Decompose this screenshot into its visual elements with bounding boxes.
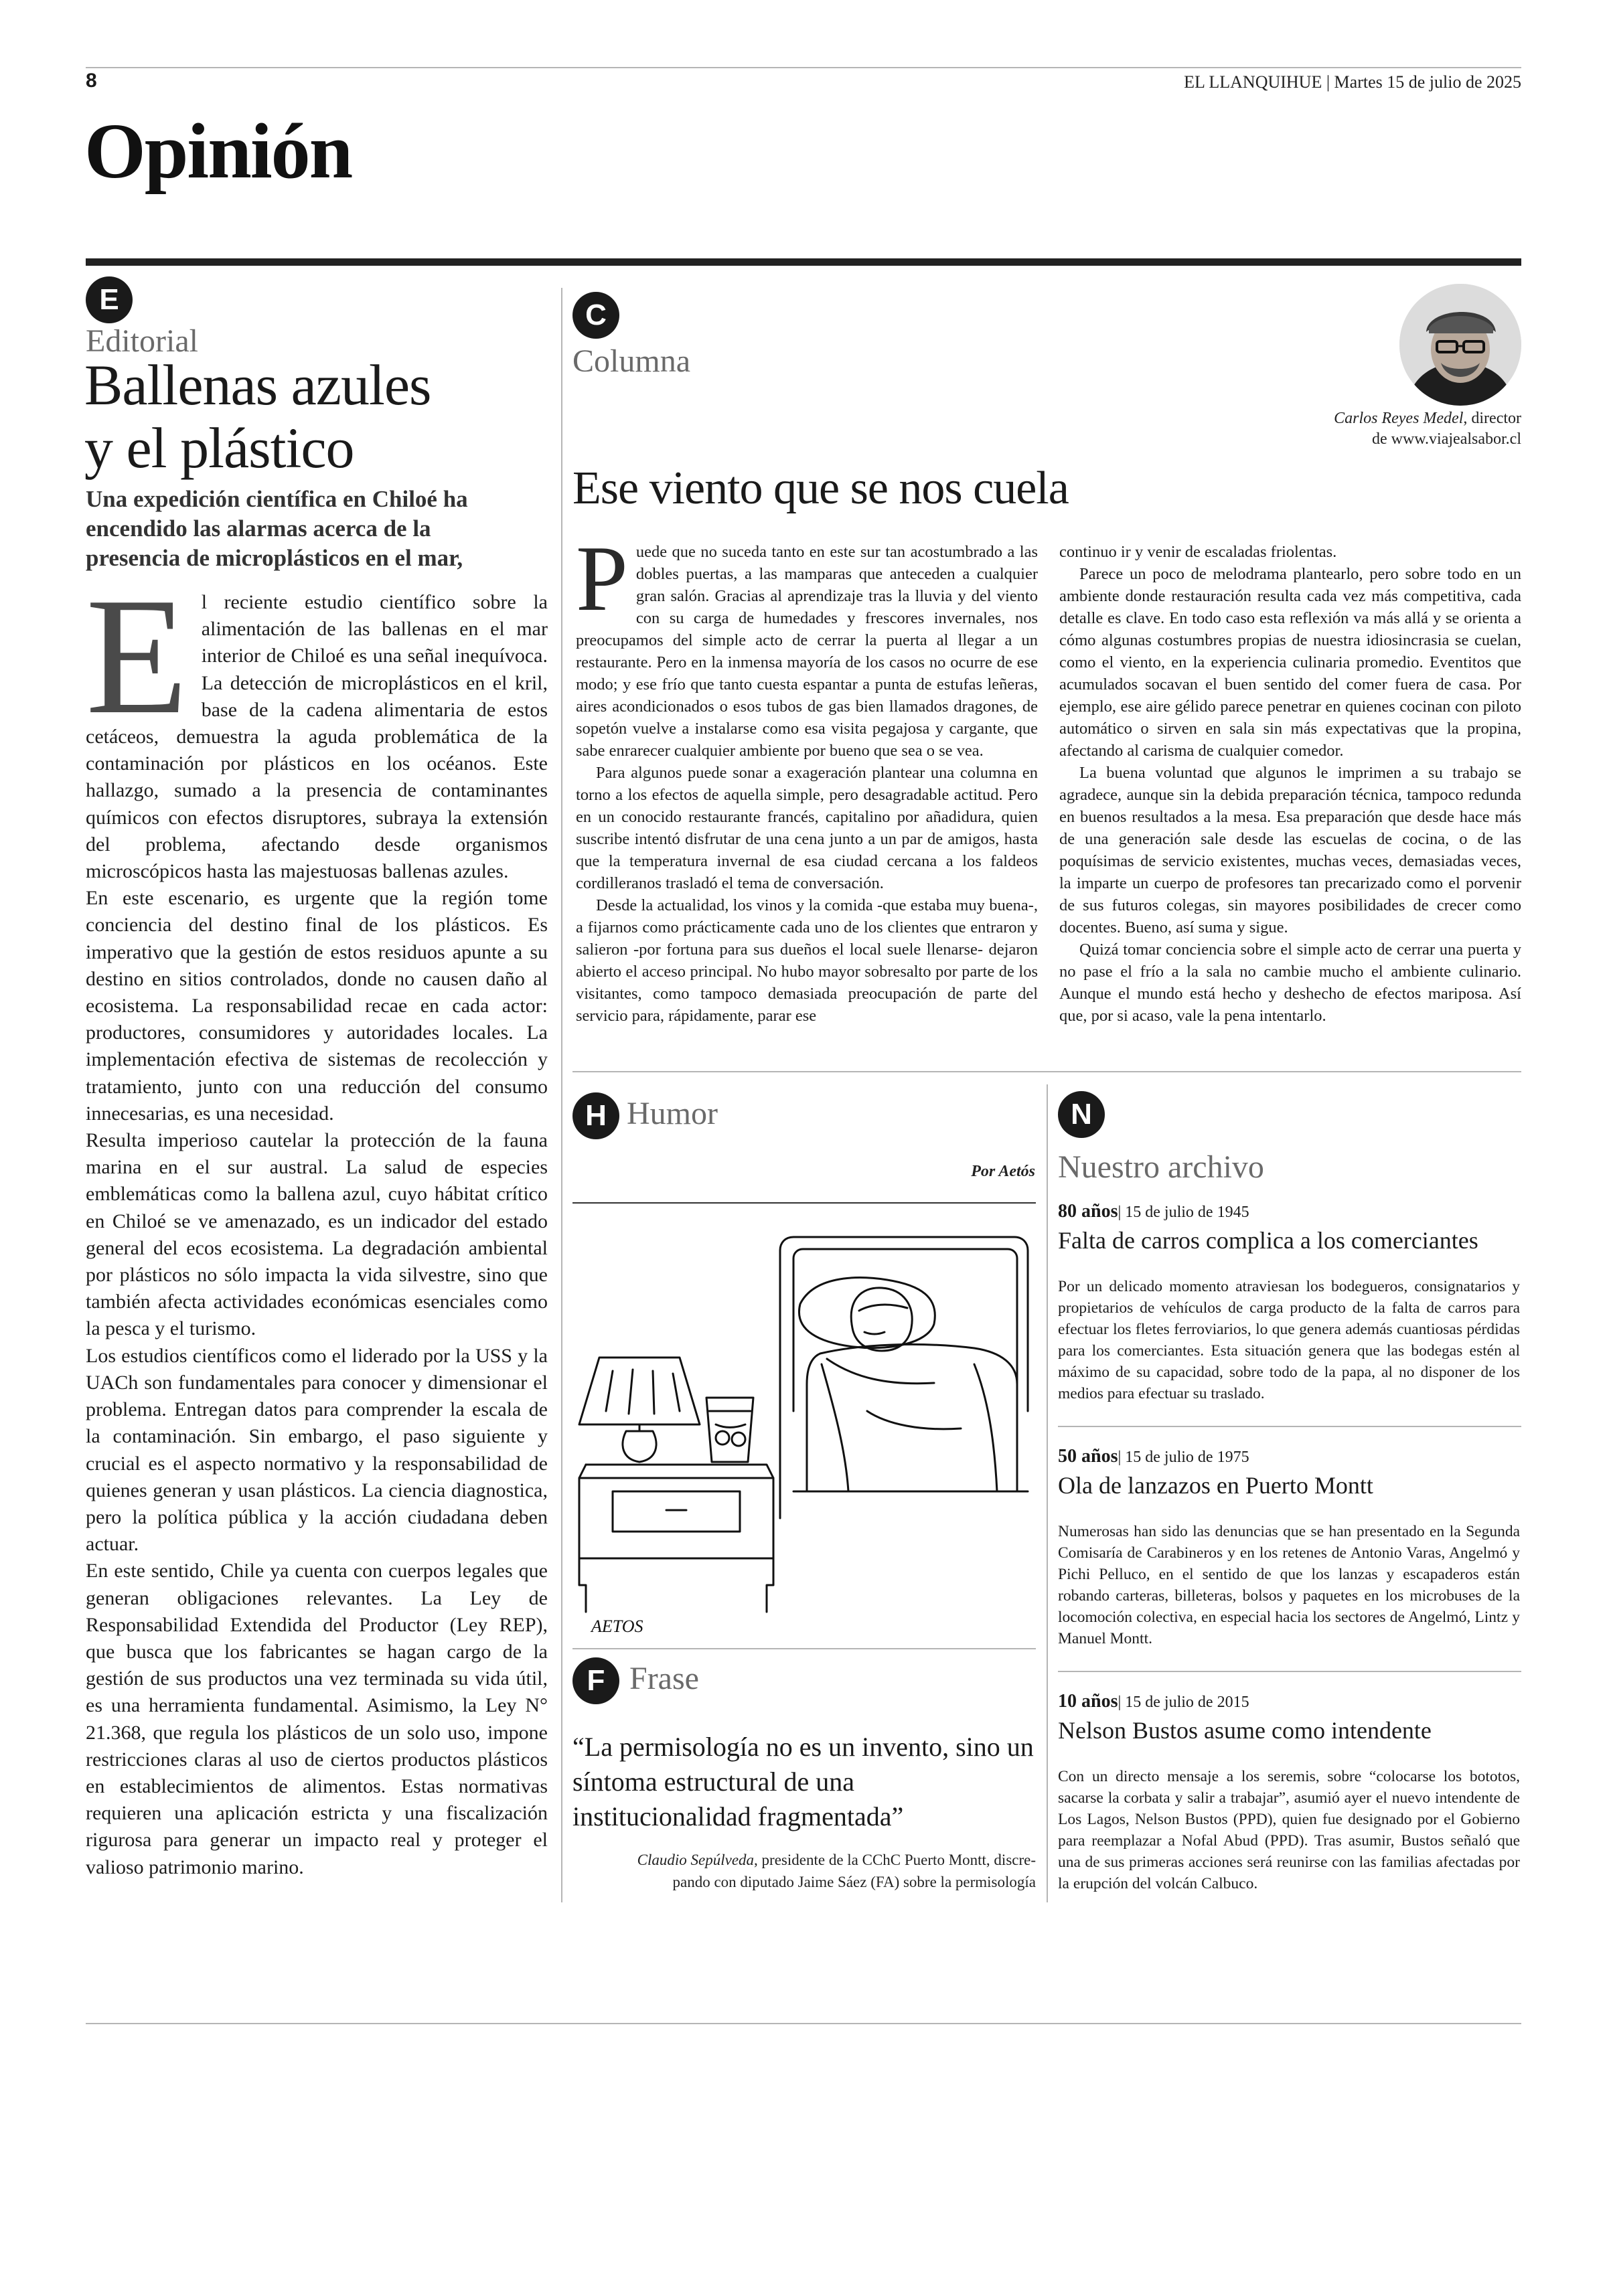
archive-entry-body: Por un delicado momento atraviesan los bodegueros, consignatarios y propietarios de vehículos de carga producto de la falta de carros para efectuar los fletes ferroviarios, lo que genera además cuantiosas pérdidas para los comerciantes. Esta situación genera que las bodegas estén al máximo de su capacidad, sobre todo de la papa, al no disponer de los medios para efectuar su traslado. bbox=[1058, 1278, 1520, 1402]
editorial-subhead: Una expedición científica en Chiloé ha encendido las alarmas acerca de la presencia de microplásticos en el mar, bbox=[86, 486, 468, 571]
column-author-name: Carlos Reyes Medel bbox=[1334, 410, 1464, 427]
column-divider-left bbox=[561, 288, 562, 1902]
cartoon-illustration-icon bbox=[572, 1210, 1036, 1639]
author-portrait-icon bbox=[1399, 284, 1521, 406]
editorial-body bbox=[86, 564, 548, 1881]
editorial-headline bbox=[84, 353, 431, 479]
humor-cartoon bbox=[572, 1210, 1036, 1639]
editorial-headline-line2: y el plástico bbox=[84, 416, 354, 480]
archive-entry-years-count: 50 años bbox=[1058, 1446, 1118, 1467]
frase-attribution bbox=[572, 1849, 1036, 1893]
archive-entry-date: | 15 de julio de 1945 bbox=[1118, 1204, 1249, 1221]
editorial-paragraph: l reciente estudio científico sobre la alimentación de las ballenas en el mar interior de Chiloé es una señal inequívoca. La detección de microplásticos en el kril, base de la cadena alimentaria de estos cetáceos, demuestra la aguda problemática de la contaminación por plásticos en los océanos. Este hallazgo, sumado a la presencia de contaminantes químicos con efectos disruptores, subraya la extensión del problema, afectando desde organismos microscópicos hasta las majestuosas ballenas azules. bbox=[86, 591, 548, 883]
editorial-paragraph: Resulta imperioso cautelar la protección de la fauna marina en el sur austral. La salud de especies emblemáticas como la ballena azul, cuyo hábitat crítico en Chiloé se ve amenazado, es un indicador del estado general del ecos ecosistema. La degradación ambiental por plásticos no sólo impacta la vida silvestre, sino que también afecta actividades económicas esenciales como la pesca y el turismo. bbox=[86, 1129, 548, 1340]
column-paragraph: Quizá tomar conciencia sobre el simple acto de cerrar una puerta y no pase el frío a la sala no cambie mucho el ambiente culinario. Aunque el mundo está hecho y deshecho de efectos mariposa. Así que, por si acaso, vale la pena intentarlo. bbox=[1059, 940, 1521, 1025]
archive-entry-date: | 15 de julio de 1975 bbox=[1118, 1449, 1249, 1466]
frase-kicker: Frase bbox=[629, 1661, 699, 1696]
column-divider-right bbox=[1047, 1084, 1048, 1902]
column-paragraph: Para algunos puede sonar a exageración plantear una columna en torno a los efectos de aquella simple, pero desagradable actitud. Pero en un conocido restaurante francés, capitalino por añadidura, quien suscribe intentó disfrutar de una cena junto a un par de amigos, hasta que la temperatura invernal de esa ciudad cercana a los faldeos cordilleranos trasladó el tema de conversación. bbox=[576, 764, 1038, 892]
cartoon-signature: AETOS bbox=[591, 1617, 643, 1636]
column-drop-cap: P bbox=[576, 527, 628, 631]
column-headline: Ese viento que se nos cuela bbox=[572, 463, 1069, 514]
archive-entry-years-count: 80 años bbox=[1058, 1201, 1118, 1222]
column-author-credit bbox=[1334, 408, 1521, 450]
editorial-paragraph: Los estudios científicos como el liderado por la USS y la UACh son fundamentales para conocer y dimensionar el problema. Entregan datos para comprender la escala de la contaminación. Sin embargo, el paso siguiente y crucial es el aspecto normativo y la responsabilidad de quienes generan y usan plásticos. La ciencia diagnostica, pero la política pública y la acción ciudadana deben actuar. bbox=[86, 1344, 548, 1556]
editorial-paragraph: En este sentido, Chile ya cuenta con cuerpos legales que generan obligaciones relevantes. La Ley de Responsabilidad Extendida del Productor (Ley REP), que busca que los fabricantes se hagan cargo de la gestión de sus productos una vez terminada su vida útil, es una herramienta fundamental. Asimismo, la Ley N° 21.368, que regula los plásticos de un solo uso, impone restricciones claras al uso de ciertos productos plásticos en establecimientos de alimentos. Estas normativas requieren una aplicación estricta y una fiscalización rigurosa para generar un impacto real y proteger el valioso patrimonio marino. bbox=[86, 1560, 548, 1878]
editorial-headline-line1: Ballenas azules bbox=[84, 353, 431, 417]
archive-entry-rule bbox=[1058, 1426, 1521, 1427]
editorial-kicker: Editorial bbox=[86, 323, 198, 359]
section-title: Opinión bbox=[84, 107, 352, 195]
masthead: EL LLANQUIHUE | Martes 15 de julio de 2025 bbox=[1184, 72, 1521, 92]
archive-entry-body: Numerosas han sido las denuncias que se han presentado en la Segunda Comisaría de Carabineros y en los retenes de Antonio Varas, Angelmó y Pichi Pelluco, en el sentido de que los lanzas y escapaderos están robando carteras, billeteras, bolsos y paquetes en los microbuses de la locomoción colectiva, en especial hacia los sectores de Angelmó, Lintz y Manuel Montt. bbox=[1058, 1523, 1520, 1647]
frase-attribution-name: Claudio Sepúlveda bbox=[637, 1852, 755, 1868]
archive-badge: N bbox=[1058, 1091, 1105, 1138]
archive-entry-body: Con un directo mensaje a los seremis, sobre “colocarse los bototos, sacarse la corbata y salir a trabajar”, asumió ayer el nuevo intendente de Los Lagos, Nelson Bustos (PPD), quien fue designado por el Gobierno para reemplazar a Nofal Abud (PPD). Tras asumir, Bustos señaló que una de sus primeras acciones será reunirse con las familias afectadas por la erupción del volcán Calbuco. bbox=[1058, 1768, 1520, 1892]
humor-rule bbox=[572, 1202, 1036, 1204]
frase-attribution-line1: , presidente de la CChC Puerto Montt, discre- bbox=[754, 1852, 1036, 1868]
frase-quote: “La permisología no es un invento, sino un síntoma estructural de una institucionalidad fragmentada” bbox=[572, 1732, 1034, 1831]
humor-badge: H bbox=[572, 1092, 619, 1139]
column-body-right bbox=[1059, 541, 1521, 1027]
section-rule bbox=[86, 258, 1521, 266]
humor-byline: Por Aetós bbox=[971, 1163, 1035, 1180]
archive-kicker: Nuestro archivo bbox=[1058, 1149, 1264, 1185]
editorial-badge: E bbox=[86, 276, 133, 323]
archive-entry-headline: Falta de carros complica a los comerciantes bbox=[1058, 1227, 1478, 1254]
frase-badge: F bbox=[572, 1657, 619, 1704]
frase-attribution-line2: pando con diputado Jaime Sáez (FA) sobre la permisología bbox=[672, 1874, 1036, 1890]
editorial-drop-cap: E bbox=[86, 564, 188, 749]
header-top-rule bbox=[86, 67, 1521, 68]
footer-rule bbox=[86, 2023, 1521, 2024]
column-bottom-rule bbox=[572, 1071, 1521, 1072]
archive-entry-rule bbox=[1058, 1671, 1521, 1672]
archive-entry-years bbox=[1058, 1446, 1249, 1467]
archive-entry-years bbox=[1058, 1691, 1249, 1712]
archive-entry-headline: Ola de lanzazos en Puerto Montt bbox=[1058, 1472, 1373, 1499]
humor-bottom-rule bbox=[572, 1648, 1036, 1649]
editorial-paragraph: En este escenario, es urgente que la región tome conciencia del destino final de los plásticos. Es imperativo que la gestión de estos residuos apunte a su destino en sitios controlados, donde no causen daño al ecosistema. La responsabilidad recae en cada actor: productores, consumidores y autoridades locales. La implementación efectiva de sistemas de recolección y tratamiento, junto con una reducción del consumo innecesarias, es una necesidad. bbox=[86, 887, 548, 1125]
archive-entry-headline: Nelson Bustos asume como intendente bbox=[1058, 1717, 1432, 1744]
column-paragraph: Parece un poco de melodrama plantearlo, pero sobre todo en un ambiente donde restauración resulta cada vez más competitiva, cada detalle es clave. En todo caso esta reflexión va más allá y se orienta a cómo algunas costumbres propias de nuestra idiosincrasia se cuelan, como el viento, en la experiencia culinaria promedio. Eventitos que acumulados socavan el buen sentido del comer fuera de casa. Por ejemplo, ese aire gélido parece penetrar en quienes cocinan con piloto automático o sirven en sala sin más expectativas que la propina, afectando al carisma de cualquier comedor. bbox=[1059, 565, 1521, 760]
column-paragraph: continuo ir y venir de escaladas friolentas. bbox=[1059, 543, 1337, 561]
column-author-role: , director bbox=[1463, 410, 1521, 427]
column-author-site: de www.viajealsabor.cl bbox=[1371, 430, 1521, 448]
column-paragraph: La buena voluntad que algunos le imprimen a su trabajo se agradece, aunque sin la debida preparación técnica, tampoco redunda en buenos resultados a la mesa. Esa preparación que desde hace más de una generación sale desde las escuelas de cocina, o de las poquísimas de servicio existentes, muchas veces, demasiadas veces, la imparte un cuerpo de profesores tan precarizado como el porvenir de sus futuros colegas, sin mayores posibilidades de crecer como docentes. Bueno, así suma y sigue. bbox=[1059, 764, 1521, 936]
column-badge: C bbox=[572, 292, 619, 339]
archive-entry-years-count: 10 años bbox=[1058, 1691, 1118, 1712]
humor-kicker: Humor bbox=[627, 1096, 718, 1131]
column-kicker: Columna bbox=[572, 343, 690, 379]
column-paragraph: Desde la actualidad, los vinos y la comida -que estaba muy buena-, a fijarnos como prácticamente cada uno de los clientes que entraron y salieron -por fortuna para sus dueños el local suele llenarse- dejaron abierto el acceso principal. No hubo mayor sobresalto por parte de los visitantes, como tampoco demasiada preocupación de parte del servicio para, rápidamente, parar ese bbox=[576, 896, 1038, 1025]
author-avatar bbox=[1399, 284, 1521, 406]
column-paragraph: uede que no suceda tanto en este sur tan acostumbrado a las dobles puertas, a las mamparas que anteceden a cualquier gran salón. Gracias al aprendizaje tras la lluvia y del viento con su carga de humedades y frescores invernales, nos preocupamos del simple acto de cerrar la puerta al llegar a un restaurante. Pero en la inmensa mayoría de los casos no ocurre de ese modo; y ese frío que tanto cuesta espantar a punta de estufas leñeras, aires acondicionados o esos tubos de gas bien llamados dragones, de sopetón vuelve a instalarse como esa visita pegajosa y cargante, que sabe enrarecer cualquier ambiente por bueno que sea o se vea. bbox=[576, 543, 1038, 760]
archive-entry-date: | 15 de julio de 2015 bbox=[1118, 1694, 1249, 1711]
archive-entry-years bbox=[1058, 1201, 1249, 1222]
column-body-left bbox=[576, 527, 1038, 1027]
page-number: 8 bbox=[86, 70, 97, 92]
